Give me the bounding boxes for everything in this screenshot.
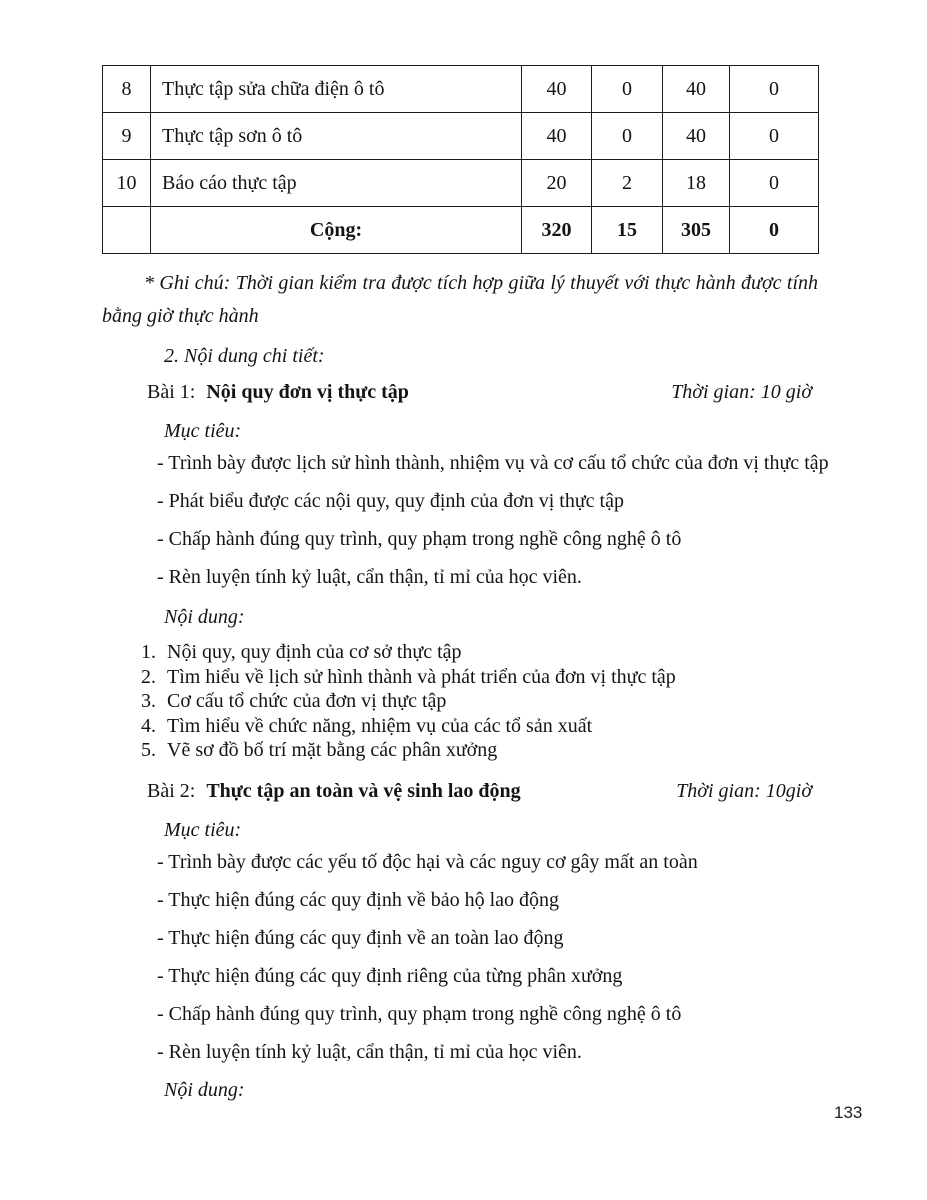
lesson-1-objectives-label: Mục tiêu: (164, 420, 242, 442)
content-item: 2. Tìm hiểu về lịch sử hình thành và phát triển của đơn vị thực tập (161, 665, 818, 690)
cell-exam-hours: 0 (730, 113, 819, 160)
cell-stt: 8 (103, 66, 151, 113)
table-row (103, 113, 819, 160)
cell-total-hours: 40 (522, 113, 592, 160)
cell-name: Cộng: (151, 207, 522, 254)
content-item: 4. Tìm hiểu về chức năng, nhiệm vụ của các tổ sản xuất (161, 714, 818, 739)
cell-name: Báo cáo thực tập (151, 160, 522, 207)
objective-item: - Trình bày được lịch sử hình thành, nhiệm vụ và cơ cấu tổ chức của đơn vị thực tập (157, 452, 829, 474)
lesson-2-title-line (147, 777, 521, 805)
lesson-2-title: Thực tập an toàn và vệ sinh lao động (206, 779, 521, 802)
lesson-1-title-line (147, 378, 409, 406)
lesson-1-objectives-list (102, 444, 829, 596)
cell-name: Thực tập sửa chữa điện ô tô (151, 66, 522, 113)
lesson-2-objectives-label: Mục tiêu: (164, 818, 242, 841)
cell-stt: 9 (103, 113, 151, 160)
objective-item: - Trình bày được các yếu tố độc hại và các nguy cơ gây mất an toàn (157, 850, 698, 873)
lesson-2-objectives-list (102, 843, 818, 1071)
objective-item: - Rèn luyện tính kỷ luật, cẩn thận, tỉ mỉ của học viên. (157, 566, 582, 588)
cell-total-hours: 20 (522, 160, 592, 207)
cell-exam-hours: 0 (730, 66, 819, 113)
lesson-2-duration: Thời gian: 10giờ (676, 779, 812, 802)
cell-practice-hours: 40 (663, 113, 730, 160)
content-item: 5. Vẽ sơ đồ bố trí mặt bằng các phân xưởng (161, 738, 818, 763)
cell-theory-hours: 0 (592, 113, 663, 160)
table-row (103, 66, 819, 113)
objective-item: - Thực hiện đúng các quy định riêng của từng phân xưởng (157, 964, 623, 987)
document-content (102, 65, 829, 1103)
cell-total-hours: 40 (522, 66, 592, 113)
objective-item: - Phát biểu được các nội quy, quy định của đơn vị thực tập (157, 490, 624, 512)
cell-name: Thực tập sơn ô tô (151, 113, 522, 160)
cell-practice-hours: 305 (663, 207, 730, 254)
objective-item: - Thực hiện đúng các quy định về an toàn lao động (157, 926, 564, 949)
curriculum-table-body (103, 66, 819, 254)
cell-theory-hours: 15 (592, 207, 663, 254)
objective-item: - Rèn luyện tính kỷ luật, cẩn thận, tỉ mỉ của học viên. (157, 1040, 582, 1063)
cell-practice-hours: 40 (663, 66, 730, 113)
cell-exam-hours: 0 (730, 160, 819, 207)
lesson-1-label: Bài 1: (147, 381, 196, 403)
content-item: 3. Cơ cấu tổ chức của đơn vị thực tập (161, 689, 818, 714)
cell-theory-hours: 2 (592, 160, 663, 207)
lesson-1-duration: Thời gian: 10 giờ (671, 381, 812, 403)
cell-practice-hours: 18 (663, 160, 730, 207)
lesson-1-contents-list (102, 640, 818, 763)
page-number: 133 (834, 1103, 863, 1122)
cell-exam-hours: 0 (730, 207, 819, 254)
cell-stt (103, 207, 151, 254)
lesson-2-label: Bài 2: (147, 779, 196, 802)
lesson-1-title: Nội quy đơn vị thực tập (206, 381, 409, 403)
cell-total-hours: 320 (522, 207, 592, 254)
objective-item: - Chấp hành đúng quy trình, quy phạm trong nghề công nghệ ô tô (157, 528, 682, 550)
table-total-row (103, 207, 819, 254)
cell-theory-hours: 0 (592, 66, 663, 113)
lesson-2-heading (102, 777, 818, 805)
lesson-1-heading (102, 378, 818, 406)
note-paragraph: * Ghi chú: Thời gian kiểm tra được tích hợp giữa lý thuyết với thực hành được tính bằng giờ thực hành (102, 272, 818, 327)
lesson-2-content-label: Nội dung: (164, 1078, 245, 1101)
lesson-1-content-label: Nội dung: (164, 606, 245, 628)
objective-item: - Chấp hành đúng quy trình, quy phạm trong nghề công nghệ ô tô (157, 1002, 682, 1025)
cell-stt: 10 (103, 160, 151, 207)
objective-item: - Thực hiện đúng các quy định về bảo hộ lao động (157, 888, 560, 911)
section-title: 2. Nội dung chi tiết: (164, 345, 325, 367)
content-item: 1. Nội quy, quy định của cơ sở thực tập (161, 640, 818, 665)
table-row (103, 160, 819, 207)
curriculum-table (102, 65, 819, 254)
